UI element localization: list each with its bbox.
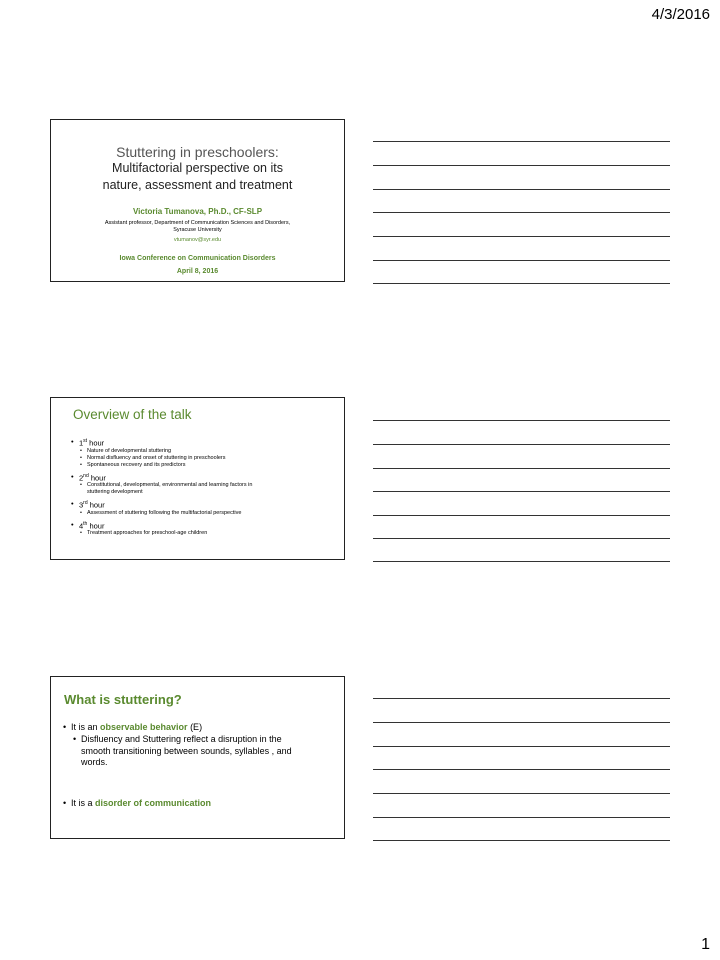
- conference-date: April 8, 2016: [176, 268, 219, 275]
- note-line: [373, 260, 670, 261]
- item-ordinal: th: [83, 520, 88, 527]
- sub-bullet-line-2: smooth transitioning between sounds, syllables , and: [81, 745, 292, 756]
- note-line: [373, 283, 670, 284]
- slide-1-subtitle: [51, 160, 344, 194]
- sub-bullet-disfluency: • Disfluency and Stuttering reflect a disruption in the smooth transitioning between sounds, syllables , and words.: [73, 734, 292, 767]
- slide-3-title: What is stuttering?: [64, 692, 182, 707]
- list-item: [71, 472, 341, 483]
- bullet-text: It is an: [71, 722, 101, 732]
- slide-3-thumbnail: [50, 676, 345, 839]
- bullet-text: It is a: [71, 798, 96, 808]
- list-item: [71, 437, 341, 448]
- note-line: [373, 491, 670, 492]
- note-line: [373, 444, 670, 445]
- note-line: [373, 698, 670, 699]
- item-ordinal: st: [83, 438, 88, 444]
- note-line: [373, 189, 670, 190]
- note-line: [373, 722, 670, 723]
- note-line: [373, 468, 670, 469]
- bullet-text: (E): [187, 722, 203, 732]
- item-number: 1: [79, 438, 84, 448]
- subtitle-line-2: nature, assessment and treatment: [102, 178, 293, 192]
- note-line: [373, 420, 670, 421]
- affiliation-line-2: Syracuse University: [173, 227, 222, 233]
- page-date: 4/3/2016: [651, 6, 710, 23]
- slide-2-title: Overview of the talk: [73, 407, 192, 422]
- author-name: Victoria Tumanova, Ph.D., CF-SLP: [132, 207, 263, 216]
- bullet-communication-disorder: • It is a disorder of communication: [63, 798, 212, 808]
- note-line: [373, 561, 670, 562]
- sub-item: • Spontaneous recovery and its predictors: [71, 462, 341, 469]
- slide-1-title: Stuttering in preschoolers:: [116, 144, 279, 160]
- list-item: [71, 499, 341, 510]
- item-number: 2: [79, 473, 84, 482]
- note-line: [373, 538, 670, 539]
- note-line: [373, 817, 670, 818]
- bullet-emphasis: observable behavior: [100, 722, 188, 732]
- list-item: [71, 520, 341, 531]
- sub-item: • Treatment approaches for preschool-age children: [71, 530, 341, 537]
- bullet-observable-behavior: • It is an observable behavior (E): [63, 722, 203, 732]
- sub-item-line-1: Constitutional, developmental, environmental and learning factors in: [87, 482, 253, 488]
- note-line: [373, 840, 670, 841]
- item-label: hour: [89, 500, 105, 510]
- overview-list: [71, 434, 341, 537]
- slide-2-thumbnail: [50, 397, 345, 560]
- item-label: hour: [89, 438, 105, 448]
- sub-item-line-2: stuttering development: [87, 489, 143, 495]
- bullet-emphasis: disorder of communication: [95, 798, 212, 808]
- subtitle-line-1: Multifactorial perspective on its: [112, 161, 283, 175]
- author-affiliation: [51, 220, 344, 234]
- sub-item: • Normal disfluency and onset of stuttering in preschoolers: [71, 455, 341, 462]
- note-line: [373, 141, 670, 142]
- slide-1-thumbnail: [50, 119, 345, 282]
- sub-bullet-line-3: words.: [81, 757, 108, 767]
- note-line: [373, 769, 670, 770]
- item-label: hour: [89, 521, 105, 530]
- author-email: vtumanov@syr.edu: [173, 237, 222, 243]
- page-number: 1: [701, 936, 710, 953]
- item-number: 4: [79, 521, 84, 530]
- note-line: [373, 212, 670, 213]
- sub-bullet-line-1: Disfluency and Stuttering reflect a disruption in the: [81, 734, 282, 744]
- note-line: [373, 515, 670, 516]
- note-line: [373, 236, 670, 237]
- note-line: [373, 746, 670, 747]
- conference-name: Iowa Conference on Communication Disorders: [119, 255, 276, 262]
- item-ordinal: nd: [83, 472, 89, 479]
- note-line: [373, 165, 670, 166]
- item-label: hour: [90, 473, 106, 482]
- sub-item: • Assessment of stuttering following the multifactorial perspective: [71, 510, 341, 517]
- item-ordinal: rd: [83, 500, 88, 506]
- sub-item: • Nature of developmental stuttering: [71, 448, 341, 455]
- note-line: [373, 793, 670, 794]
- sub-item: [71, 482, 341, 496]
- affiliation-line-1: Assistant professor, Department of Communication Sciences and Disorders,: [104, 220, 291, 226]
- item-number: 3: [79, 500, 84, 510]
